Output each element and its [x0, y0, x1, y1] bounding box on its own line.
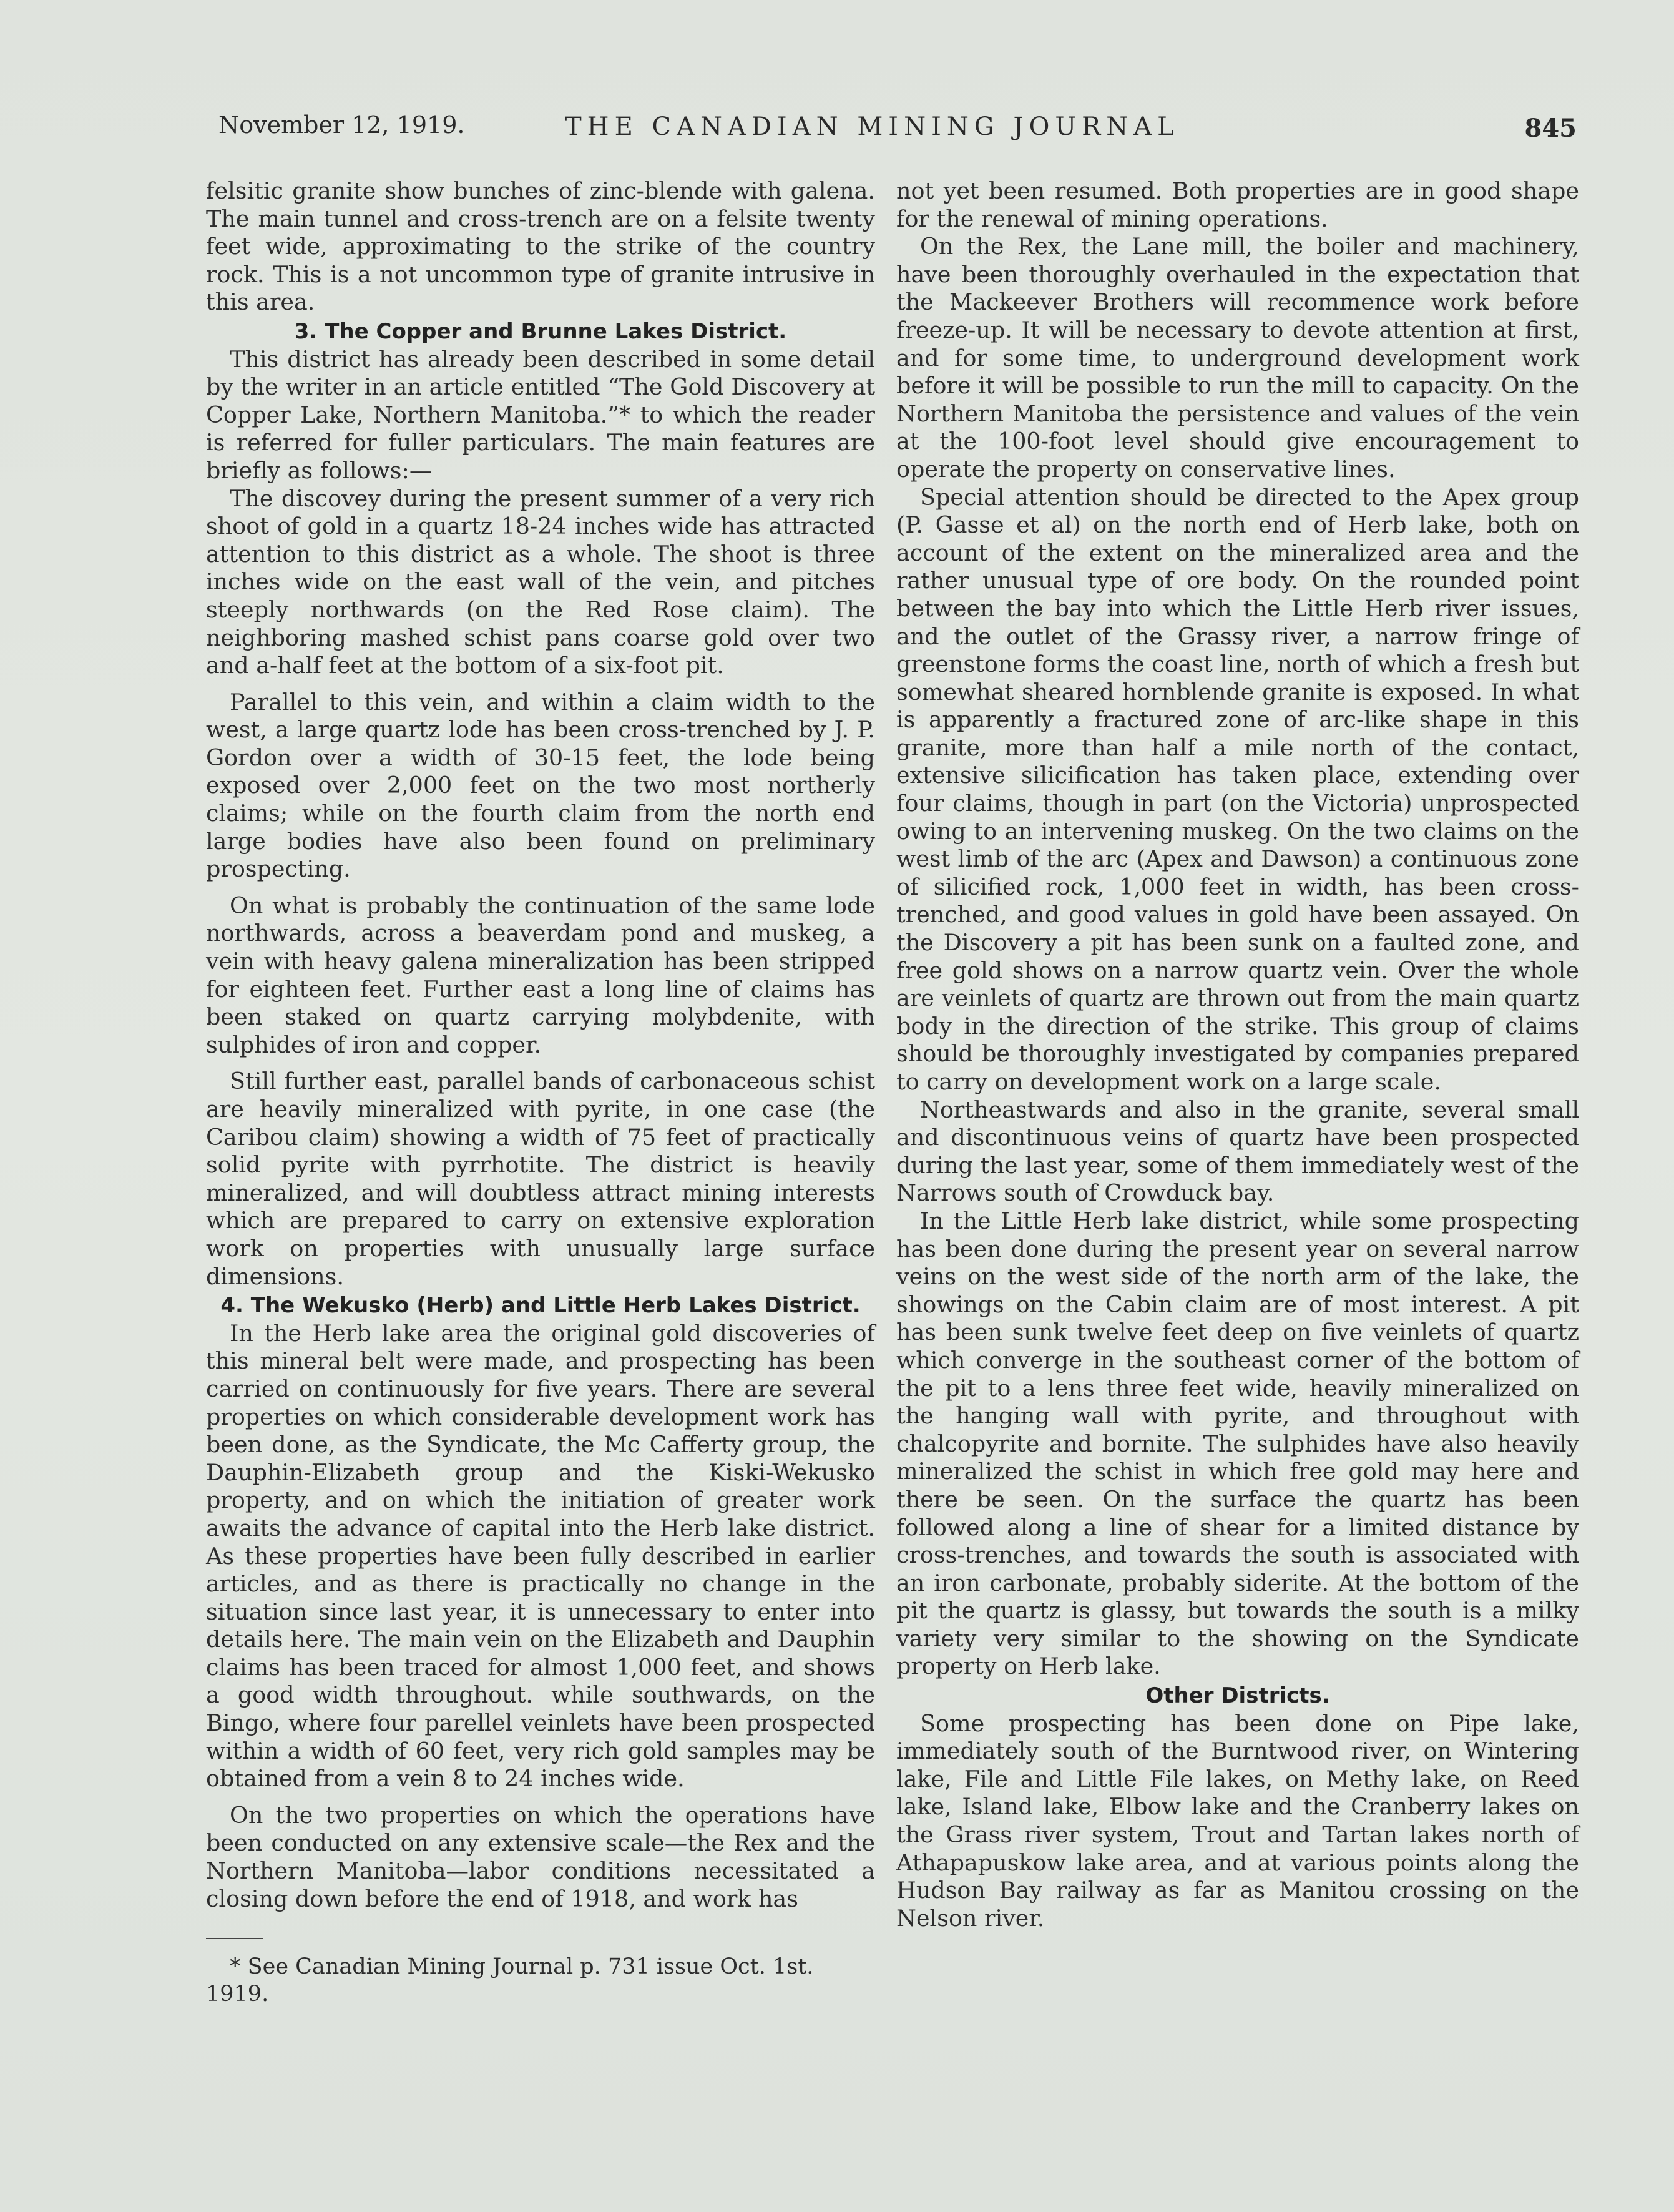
paragraph: felsitic granite show bunches of zinc-blende with galena. The main tunnel and cross-trench are on a felsite twenty feet wide, approximating to the strike of the country rock. This is a not uncommon type of granite intrusive in this area.: [206, 177, 875, 316]
paragraph: The discovey during the present summer of a very rich shoot of gold in a quartz 18-24 inches wide has attracted attention to this district as a whole. The shoot is three inches wide on the east wall of the vein, and pitches steeply northwards (on the Red Rose claim). The neighboring mashed schist pans coarse gold over two and a-half feet at the bottom of a six-foot pit.: [206, 484, 875, 679]
paragraph: Special attention should be directed to the Apex group (P. Gasse et al) on the north end of Herb lake, both on account of the extent on the mineralized area and the rather unusual type of ore body. On the rounded point between the bay into which the Little Herb river issues, and the outlet of the Grassy river, a narrow fringe of greenstone forms the coast line, north of which a fresh but somewhat sheared hornblende granite is exposed. In what is apparently a fractured zone of arc-like shape in this granite, more than half a mile north of the contact, extensive silicification has taken place, extending over four claims, though in part (on the Victoria) unprospected owing to an intervening muskeg. On the two claims on the west limb of the arc (Apex and Dawson) a continuous zone of silicified rock, 1,000 feet in width, has been cross-trenched, and good values in gold have been assayed. On the Discovery a pit has been sunk on a faulted zone, and free gold shows on a narrow quartz vein. Over the whole are veinlets of quartz are thrown out from the main quartz body in the direction of the strike. This group of claims should be thoroughly investigated by companies prepared to carry on development work on a large scale.: [896, 483, 1579, 1095]
right-column: [896, 177, 1579, 1932]
page-header: [218, 111, 1617, 155]
paragraph: Northeastwards and also in the granite, several small and discontinuous veins of quartz have been prospected during the last year, some of them immediately west of the Narrows south of Crowduck bay.: [896, 1096, 1579, 1207]
paragraph: On the two properties on which the operations have been conducted on any extensive scale—the Rex and the Northern Manitoba—labor conditions necessitated a closing down before the end of 1918, and work has: [206, 1801, 875, 1912]
page-number: 845: [1524, 114, 1577, 143]
section-heading-copper-brunne: 3. The Copper and Brunne Lakes District.: [294, 318, 787, 344]
paragraph: On what is probably the continuation of the same lode northwards, across a beaverdam pond and muskeg, a vein with heavy galena mineralization has been stripped for eighteen feet. Further east a long line of claims has been staked on quartz carrying molybdenite, with sulphides of iron and copper.: [206, 892, 875, 1058]
section-heading-other-districts: Other Districts.: [1145, 1683, 1330, 1709]
section-heading-wekusko: 4. The Wekusko (Herb) and Little Herb Lakes District.: [220, 1293, 861, 1319]
journal-title: THE CANADIAN MINING JOURNAL: [565, 112, 1180, 141]
issue-date: November 12, 1919.: [218, 111, 465, 139]
paragraph: Parallel to this vein, and within a claim width to the west, a large quartz lode has been cross-trenched by J. P. Gordon over a width of 30-15 feet, the lode being exposed over 2,000 feet on the two most northerly claims; while on the fourth claim from the north end large bodies have also been found on preliminary prospecting.: [206, 688, 875, 883]
paragraph: This district has already been described in some detail by the writer in an article entitled “The Gold Discovery at Copper Lake, Northern Manitoba.”* to which the reader is referred for fuller particulars. The main features are briefly as follows:—: [206, 345, 875, 484]
left-column: [206, 177, 875, 2008]
paragraph: In the Little Herb lake district, while some prospecting has been done during the present year on several narrow veins on the west side of the north arm of the lake, the showings on the Cabin claim are of most interest. A pit has been sunk twelve feet deep on five veinlets of quartz which converge in the southeast corner of the bottom of the pit to a lens three feet wide, heavily mineralized on the hanging wall with pyrite, and throughout with chalcopyrite and bornite. The sulphides have also heavily mineralized the schist in which free gold may here and there be seen. On the surface the quartz has been followed along a line of shear for a limited distance by cross-trenches, and towards the south is associated with an iron carbonate, probably siderite. At the bottom of the pit the quartz is glassy, but towards the south is a milky variety very similar to the showing on the Syndicate property on Herb lake.: [896, 1207, 1579, 1680]
paragraph: not yet been resumed. Both properties are in good shape for the renewal of mining operations.: [896, 177, 1579, 232]
paragraph: Still further east, parallel bands of carbonaceous schist are heavily mineralized with pyrite, in one case (the Caribou claim) showing a width of 75 feet of practically solid pyrite with pyrrhotite. The district is heavily mineralized, and will doubtless attract mining interests which are prepared to carry on extensive exploration work on properties with unusually large surface dimensions.: [206, 1068, 875, 1290]
paragraph: Some prospecting has been done on Pipe lake, immediately south of the Burntwood river, on Wintering lake, File and Little File lakes, on Methy lake, on Reed lake, Island lake, Elbow lake and the Cranberry lakes on the Grass river system, Trout and Tartan lakes north of Athapapuskow lake area, and at various points along the Hudson Bay railway as far as Manitou crossing on the Nelson river.: [896, 1709, 1579, 1932]
paragraph: In the Herb lake area the original gold discoveries of this mineral belt were made, and prospecting has been carried on continuously for five years. There are several properties on which considerable development work has been done, as the Syndicate, the Mc Cafferty group, the Dauphin-Elizabeth group and the Kiski-Wekusko property, and on which the initiation of greater work awaits the advance of capital into the Herb lake district. As these properties have been fully described in earlier articles, and as there is practically no change in the situation since last year, it is unnecessary to enter into details here. The main vein on the Elizabeth and Dauphin claims has been traced for almost 1,000 feet, and shows a good width throughout. while southwards, on the Bingo, where four parellel veinlets have been prospected within a width of 60 feet, very rich gold samples may be obtained from a vein 8 to 24 inches wide.: [206, 1319, 875, 1792]
paragraph: On the Rex, the Lane mill, the boiler and machinery, have been thoroughly overhauled in the expectation that the Mackeever Brothers will recommence work before freeze-up. It will be necessary to devote attention at first, and for some time, to underground development work before it will be possible to run the mill to capacity. On the Northern Manitoba the persistence and values of the vein at the 100-foot level should give encouragement to operate the property on conservative lines.: [896, 233, 1579, 483]
footnote-rule: [206, 1938, 263, 1939]
footnote: * See Canadian Mining Journal p. 731 issue Oct. 1st. 1919.: [206, 1954, 814, 2007]
